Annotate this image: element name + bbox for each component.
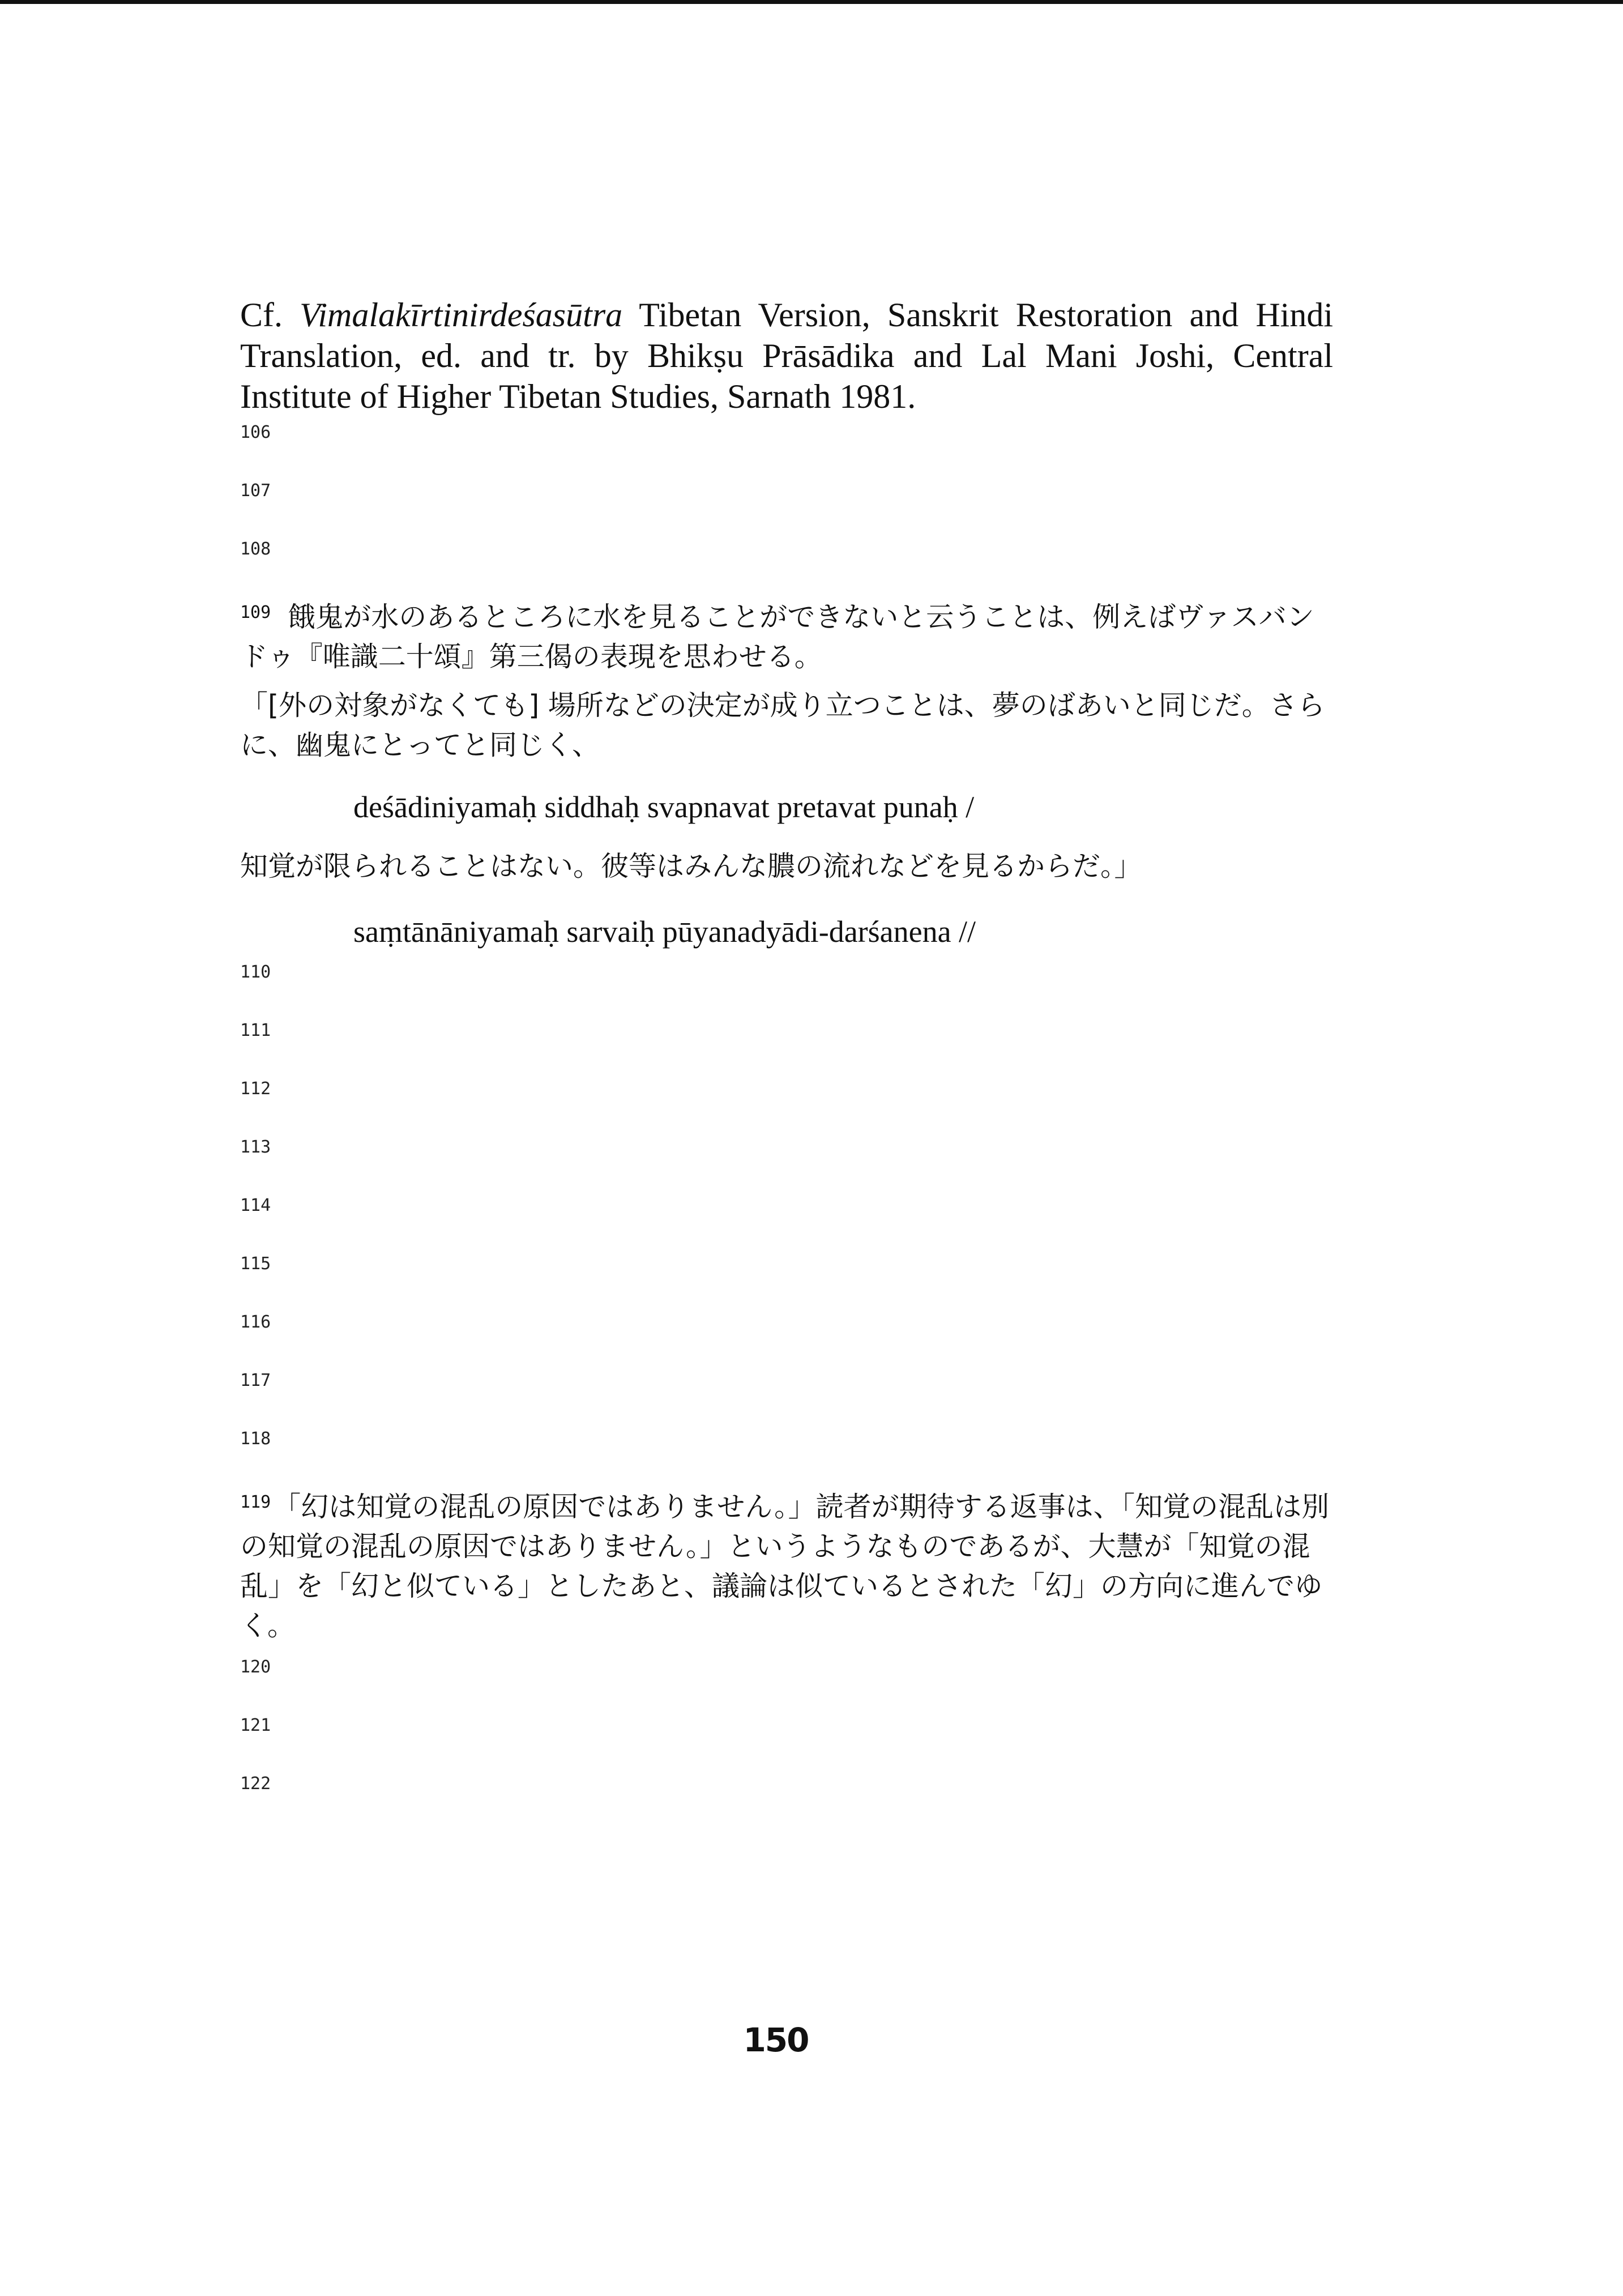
footnote-number: 111 bbox=[240, 1021, 271, 1040]
footnote-119-text bbox=[240, 1487, 1333, 1646]
footnote-109-quote-end: 知覚が限られることはない。彼等はみんな膿の流れなどを見るからだ。」 bbox=[240, 850, 1142, 882]
footnote-119-body: 「幻は知覚の混乱の原因ではありません。」読者が期待する返事は、「知覚の混乱は別の知覚の混乱の原因ではありません。」というようなものであるが、大慧が「知覚の混乱」を「幻と似ている」としたあと、議論は似ているとされた「幻」の方向に進んでゆく。 bbox=[240, 1491, 1330, 1642]
footnote-109-line1: 餓鬼が水のあるところに水を見ることができないと云うことは、例えばヴァスバンドゥ『唯識二十頌』第三偈の表現を思わせる。 bbox=[240, 601, 1314, 673]
sanskrit-verse-1: deśādiniyamaḥ siddhaḥ svapnavat pretavat punaḥ / bbox=[353, 790, 975, 824]
footnote-number: 113 bbox=[240, 1137, 271, 1157]
footnote-number: 106 bbox=[240, 423, 271, 442]
footnote-119-marker: 119 bbox=[240, 1492, 271, 1512]
footnote-number: 112 bbox=[240, 1079, 271, 1099]
footnote-109-quote: 「[外の対象がなくても] 場所などの決定が成り立つことは、夢のばあいと同じだ。さらに、幽鬼にとってと同じく、 bbox=[240, 689, 1325, 761]
footnote-109-text bbox=[240, 598, 1333, 677]
footnote-number: 121 bbox=[240, 1715, 271, 1735]
reference-prefix: Cf. bbox=[240, 296, 300, 334]
footnote-number: 122 bbox=[240, 1774, 271, 1794]
footnote-number: 118 bbox=[240, 1429, 271, 1449]
reference-title: Vimalakīrtinirdeśasūtra bbox=[300, 296, 623, 334]
footnote-number: 115 bbox=[240, 1254, 271, 1274]
footnote-number: 114 bbox=[240, 1196, 271, 1215]
reference-details: Tibetan Version, Sanskrit Restoration and Hindi Translation, ed. and tr. by Bhikṣu Prāsādika and Lal Mani Joshi, Central Institute of Higher Tibetan Studies, Sarnath 1981. bbox=[240, 296, 1333, 415]
footnote-number: 116 bbox=[240, 1312, 271, 1332]
page-number: 150 bbox=[743, 2021, 809, 2059]
footnote-number: 120 bbox=[240, 1657, 271, 1677]
page-content bbox=[240, 295, 1333, 1826]
footnote-number: 108 bbox=[240, 539, 271, 559]
footnote-number: 107 bbox=[240, 481, 271, 501]
footnote-number: 117 bbox=[240, 1371, 271, 1390]
top-border-line bbox=[0, 0, 1623, 4]
footnote-109-marker: 109 bbox=[240, 603, 271, 622]
footnote-number: 110 bbox=[240, 962, 271, 982]
sanskrit-verse-2: saṃtānāniyamaḥ sarvaiḥ pūyanadyādi-darśanena // bbox=[353, 915, 976, 949]
reference-citation bbox=[240, 295, 1333, 417]
